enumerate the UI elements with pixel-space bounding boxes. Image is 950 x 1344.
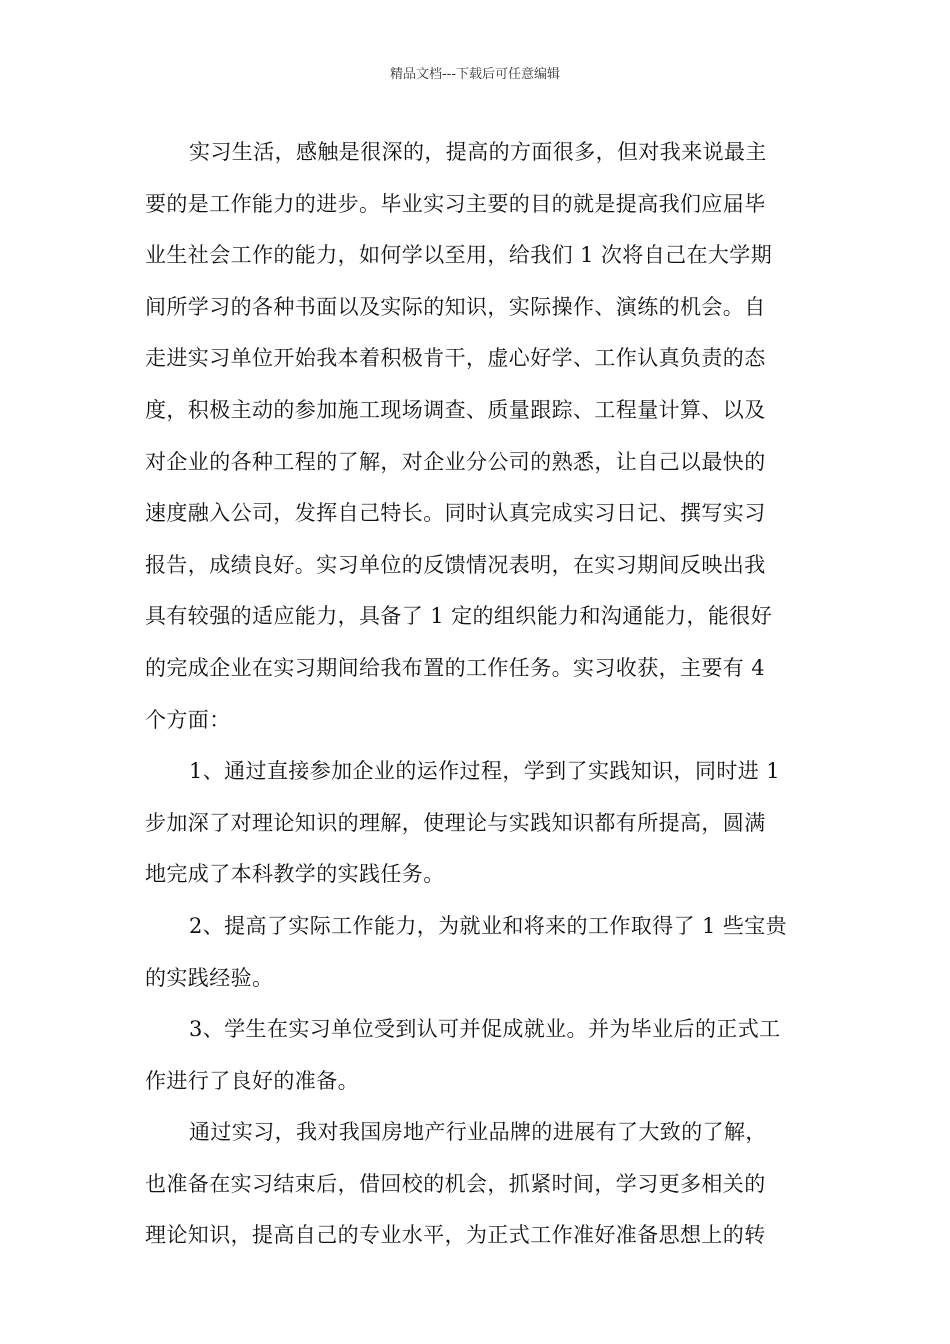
paragraph-1-line-5: 走进实习单位开始我本着积极肯干，虚心好学、工作认真负责的态 [145,346,766,371]
paragraph-2-line-1: 1、通过直接参加企业的运作过程，学到了实践知识，同时进 1 [189,759,780,784]
paragraph-1-line-9: 报告，成绩良好。实习单位的反馈情况表明，在实习期间反映出我 [145,552,766,577]
paragraph-2-line-2: 步加深了对理论知识的理解，使理论与实践知识都有所提高，圆满 [145,810,766,835]
paragraph-3-line-1: 2、提高了实际工作能力，为就业和将来的工作取得了 1 些宝贵 [189,913,788,938]
paragraph-1-line-7: 对企业的各种工程的了解，对企业分公司的熟悉，让自己以最快的 [145,449,766,474]
paragraph-1-line-12: 个方面： [145,707,231,732]
paragraph-4-line-2: 作进行了良好的准备。 [145,1068,359,1093]
document-body [145,132,807,1267]
paragraph-2-line-3: 地完成了本科教学的实践任务。 [145,862,445,887]
paragraph-5-line-2: 也准备在实习结束后，借回校的机会，抓紧时间，学习更多相关的 [145,1171,766,1196]
paragraph-1-line-1: 实习生活，感触是很深的，提高的方面很多，但对我来说最主 [189,140,767,164]
paragraph-1-line-10: 具有较强的适应能力，具备了 1 定的组织能力和沟通能力，能很好 [145,604,773,629]
paragraph-4-line-1: 3、学生在实习单位受到认可并促成就业。并为毕业后的正式工 [189,1017,781,1042]
paragraph-1-line-8: 速度融入公司，发挥自己特长。同时认真完成实习日记、撰写实习 [145,501,766,526]
paragraph-5-line-1: 通过实习，我对我国房地产行业品牌的进展有了大致的了解， [189,1120,767,1145]
paragraph-5-line-3: 理论知识，提高自己的专业水平，为正式工作准好准备思想上的转 [145,1223,766,1248]
paragraph-3-line-2: 的实践经验。 [145,965,274,990]
paragraph-1-line-3: 业生社会工作的能力，如何学以至用，给我们 1 次将自己在大学期 [145,243,773,268]
page-header: 精品文档---下载后可任意编辑 [389,67,561,82]
paragraph-1-line-6: 度，积极主动的参加施工现场调查、质量跟踪、工程量计算、以及 [145,397,766,422]
paragraph-1-line-4: 间所学习的各种书面以及实际的知识，实际操作、演练的机会。自 [145,294,766,319]
paragraph-1-line-11: 的完成企业在实习期间给我布置的工作任务。实习收获，主要有 4 [145,655,766,680]
paragraph-1-line-2: 要的是工作能力的进步。毕业实习主要的目的就是提高我们应届毕 [145,191,766,216]
